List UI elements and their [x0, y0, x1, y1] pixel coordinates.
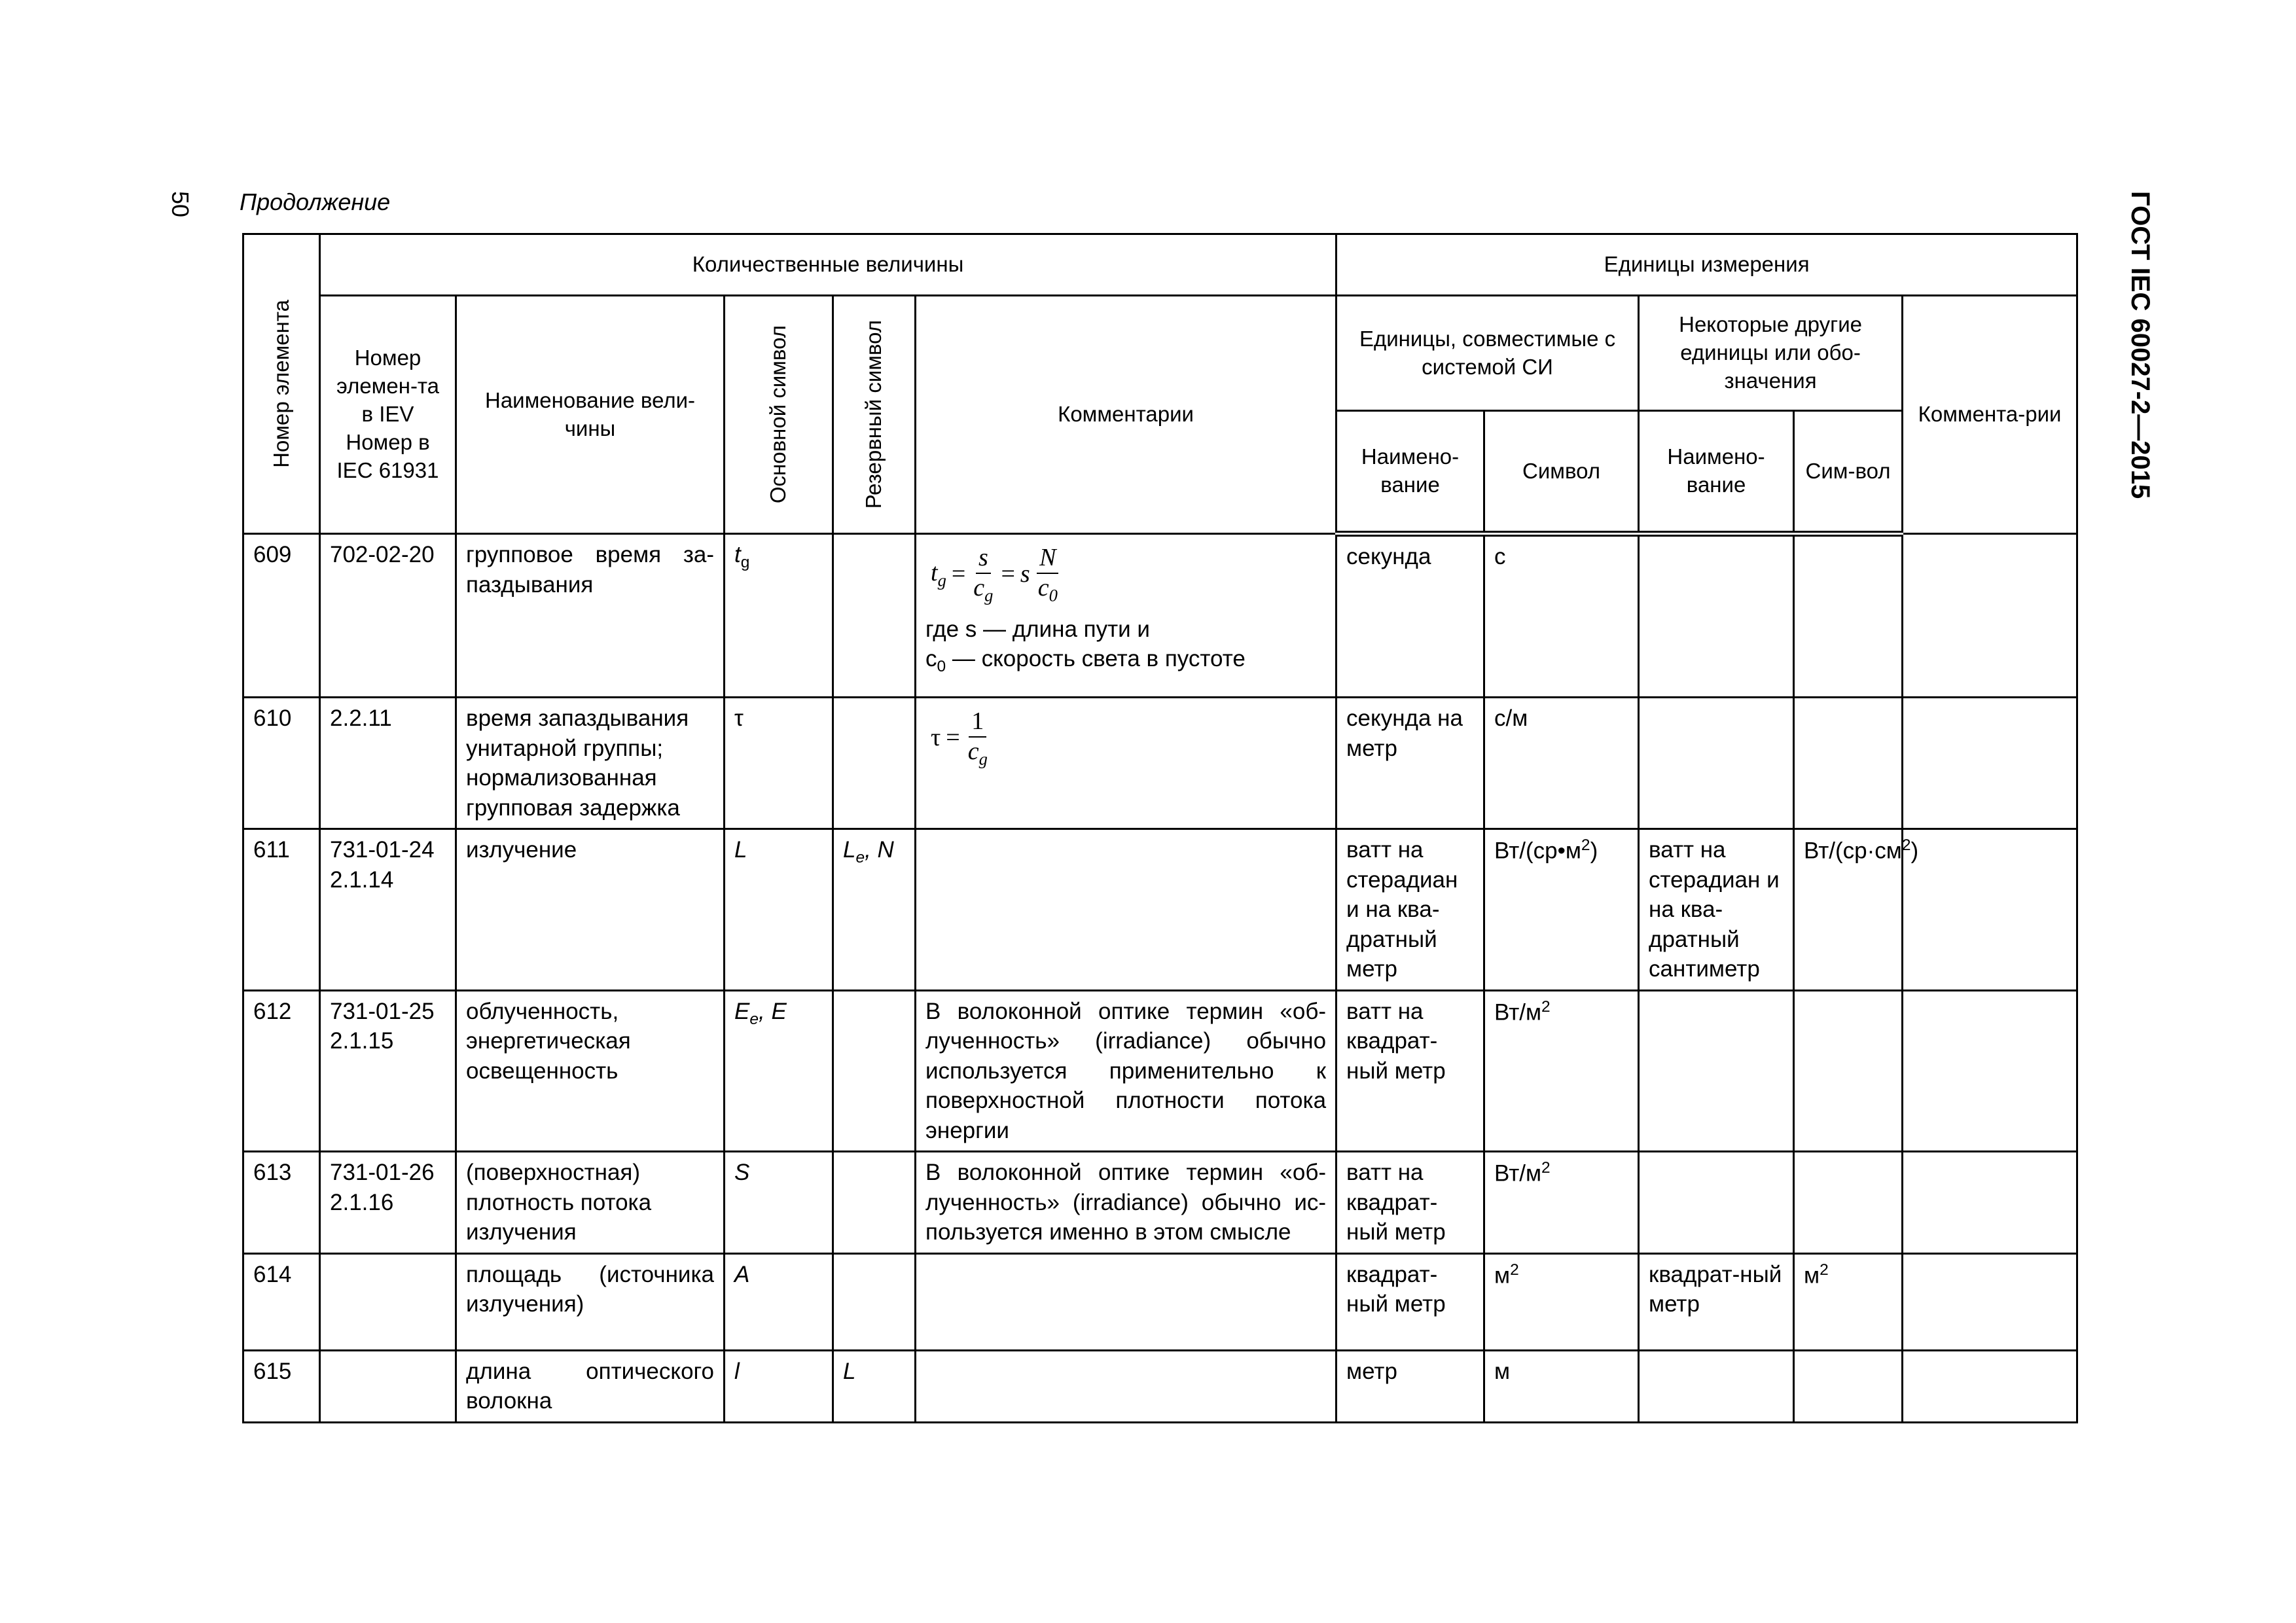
header-other-name: Наимено-вание — [1639, 411, 1794, 534]
cell-other-symbol — [1794, 534, 1903, 698]
cell-name: время запаздывания унитарной группы; нормализованная групповая задержка — [456, 698, 725, 829]
header-units-group: Единицы измерения — [1336, 234, 2077, 296]
cell-si-name: ватт на квадрат-ный метр — [1336, 990, 1484, 1152]
cell-name: площадь (источника излучения) — [456, 1253, 725, 1350]
cell-notes — [1903, 1152, 2077, 1254]
cell-name: длина оптического волокна — [456, 1350, 725, 1422]
cell-iev: 731-01-26 2.1.16 — [320, 1152, 456, 1254]
cell-name: (поверхностная) плотность потока излучения — [456, 1152, 725, 1254]
formula-group-delay: $t_g$ = $\frac{s}{c_g}$ = s $\frac{N}{c_0}$ — [931, 544, 1058, 605]
page-number: 50 — [167, 191, 194, 218]
header-iev-number: Номер элемен-та в IEV Номер в IEC 61931 — [320, 296, 456, 534]
header-main-symbol: Основной символ — [725, 296, 833, 534]
cell-reserve-symbol — [833, 1253, 916, 1350]
header-comments: Комментарии — [916, 296, 1336, 534]
cell-main-symbol: S — [725, 1152, 833, 1254]
header-other-units: Некоторые другие единицы или обо-значения — [1639, 296, 1903, 411]
cell-reserve-symbol: L — [833, 1350, 916, 1422]
cell-reserve-symbol: $L_e$, N — [833, 829, 916, 991]
cell-iev: 731-01-24 2.1.14 — [320, 829, 456, 991]
cell-si-symbol: с/м — [1484, 698, 1639, 829]
cell-main-symbol: $t_g$ — [725, 534, 833, 698]
formula-unit-delay: τ = $\frac{1}{c_g}$ — [931, 707, 988, 769]
cell-si-symbol: с — [1484, 534, 1639, 698]
cell-si-name: квадрат-ный метр — [1336, 1253, 1484, 1350]
cell-notes — [1903, 829, 2077, 991]
cell-comment — [916, 829, 1336, 991]
cell-reserve-symbol — [833, 534, 916, 698]
cell-main-symbol: A — [725, 1253, 833, 1350]
cell-element: 613 — [243, 1152, 320, 1254]
cell-si-name: секунда — [1336, 534, 1484, 698]
cell-other-name — [1639, 990, 1794, 1152]
cell-notes — [1903, 534, 2077, 698]
header-other-symbol: Сим-вол — [1794, 411, 1903, 534]
header-si-name: Наимено-вание — [1336, 411, 1484, 534]
cell-si-symbol: м — [1484, 1350, 1639, 1422]
continuation-label: Продолжение — [240, 188, 391, 215]
cell-other-name — [1639, 698, 1794, 829]
cell-other-symbol — [1794, 1350, 1903, 1422]
cell-element: 612 — [243, 990, 320, 1152]
table-row — [243, 698, 2077, 829]
table-row — [243, 1152, 2077, 1254]
cell-element: 609 — [243, 534, 320, 698]
table-row — [243, 1253, 2077, 1350]
table-row — [243, 534, 2077, 698]
cell-main-symbol: $E_e$, E — [725, 990, 833, 1152]
cell-comment: $t_g$ = $\frac{s}{c_g}$ = s $\frac{N}{c_0}$ где s — длина пути и $c_0$ — скорость света в пустоте — [916, 534, 1336, 698]
header-quantity-name: Наименование вели-чины — [456, 296, 725, 534]
header-element-number: Номер элемента — [243, 234, 320, 534]
cell-si-symbol: $Вт/м^2$ — [1484, 1152, 1639, 1254]
cell-si-name: секунда на метр — [1336, 698, 1484, 829]
cell-reserve-symbol — [833, 1152, 916, 1254]
cell-iev: 731-01-25 2.1.15 — [320, 990, 456, 1152]
quantities-table — [242, 233, 2078, 1423]
document-code: ГОСТ IEC 60027-2—2015 — [2126, 191, 2155, 499]
cell-reserve-symbol — [833, 990, 916, 1152]
cell-comment — [916, 698, 1336, 829]
cell-notes — [1903, 1253, 2077, 1350]
cell-element: 611 — [243, 829, 320, 991]
cell-comment — [916, 1253, 1336, 1350]
cell-si-name: ватт на квадрат-ный метр — [1336, 1152, 1484, 1254]
cell-notes — [1903, 990, 2077, 1152]
cell-other-name: ватт на стерадиан и на ква-дратный сантиметр — [1639, 829, 1794, 991]
cell-comment: В волоконной оптике термин «об-лученность» (irradiance) обычно используется применительно к поверхностной плотности потока энергии — [916, 990, 1336, 1152]
cell-other-symbol — [1794, 698, 1903, 829]
cell-iev — [320, 1253, 456, 1350]
cell-notes — [1903, 1350, 2077, 1422]
cell-comment — [916, 1350, 1336, 1422]
cell-notes — [1903, 698, 2077, 829]
header-unit-comments: Коммента-рии — [1903, 296, 2077, 534]
cell-element: 615 — [243, 1350, 320, 1422]
cell-other-symbol: $м^2$ — [1794, 1253, 1903, 1350]
cell-other-symbol — [1794, 1152, 1903, 1254]
cell-si-name: метр — [1336, 1350, 1484, 1422]
header-si-units: Единицы, совместимые с системой СИ — [1336, 296, 1639, 411]
table-row — [243, 990, 2077, 1152]
cell-element: 610 — [243, 698, 320, 829]
cell-iev — [320, 1350, 456, 1422]
cell-iev: 2.2.11 — [320, 698, 456, 829]
cell-reserve-symbol — [833, 698, 916, 829]
cell-name: облученность, энергетическая освещенность — [456, 990, 725, 1152]
table-row — [243, 829, 2077, 991]
header-reserve-symbol: Резервный символ — [833, 296, 916, 534]
cell-si-name: ватт на стерадиан и на ква-дратный метр — [1336, 829, 1484, 991]
cell-comment: В волоконной оптике термин «об-лученность» (irradiance) обычно ис-пользуется именно в этом смысле — [916, 1152, 1336, 1254]
cell-name: групповое время за-паздывания — [456, 534, 725, 698]
cell-main-symbol: l — [725, 1350, 833, 1422]
cell-other-name: квадрат-ный метр — [1639, 1253, 1794, 1350]
table-row — [243, 1350, 2077, 1422]
cell-other-symbol — [1794, 990, 1903, 1152]
cell-other-name — [1639, 1350, 1794, 1422]
cell-other-name — [1639, 1152, 1794, 1254]
header-si-symbol: Символ — [1484, 411, 1639, 534]
cell-other-name — [1639, 534, 1794, 698]
cell-main-symbol: L — [725, 829, 833, 991]
cell-si-symbol: $Вт/(ср•м^2)$ — [1484, 829, 1639, 991]
cell-name: излучение — [456, 829, 725, 991]
cell-iev: 702-02-20 — [320, 534, 456, 698]
cell-si-symbol: $м^2$ — [1484, 1253, 1639, 1350]
cell-si-symbol: $Вт/м^2$ — [1484, 990, 1639, 1152]
cell-other-symbol: $Вт/(ср\cdot см^2)$ — [1794, 829, 1903, 991]
cell-element: 614 — [243, 1253, 320, 1350]
cell-main-symbol: τ — [725, 698, 833, 829]
header-quantities-group: Количественные величины — [320, 234, 1336, 296]
